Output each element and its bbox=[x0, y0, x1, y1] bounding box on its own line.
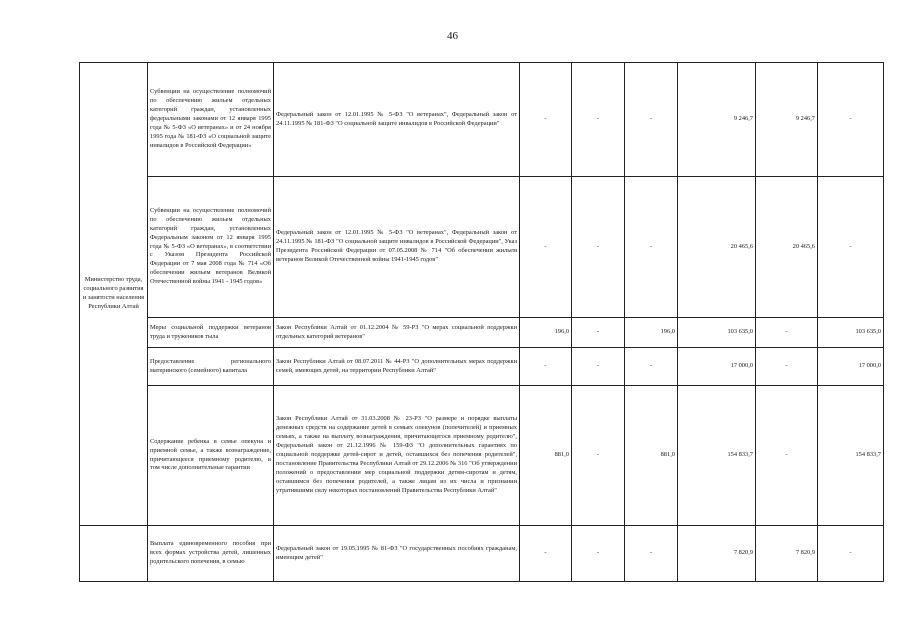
value-cell: - bbox=[520, 348, 572, 386]
value-cell: 7 820,9 bbox=[756, 526, 818, 582]
budget-table bbox=[79, 62, 884, 582]
value-cell: - bbox=[572, 318, 625, 348]
value-cell: - bbox=[520, 526, 572, 582]
law-cell: Закон Республики Алтай от 31.03.2008 № 23-РЗ "О размере и порядке выплаты денежных средств на содержание детей в семьях опекунов (попечителей) и приемных семьях, а также на выплату вознаграждения, причитающегося приемному родителю", Федеральный закон от 21.12.1996 № 159-ФЗ "О дополнительных гарантиях по социальной поддержке детей-сирот и детей, оставшихся без попечения родителей", постановление Правительства Республики Алтай от 29.12.2006 № 316 "Об утверждении положений о предоставлении мер социальной поддержки детям-сиротам и детям, оставшимся без попечения родителей, а также лицам из их числа и признании утратившими силу некоторых постановлений Правительства Республики Алтай" bbox=[274, 386, 520, 526]
ministry-cell: Министерство труда, социального развития и занятости населения Республики Алтай bbox=[80, 63, 148, 526]
page-number: 46 bbox=[447, 30, 458, 42]
value-cell: - bbox=[572, 177, 625, 318]
value-cell: - bbox=[625, 63, 678, 177]
measure-cell: Меры социальной поддержки ветеранов труда и тружеников тыла bbox=[148, 318, 274, 348]
value-cell: 103 635,0 bbox=[678, 318, 756, 348]
table-row bbox=[80, 318, 884, 348]
table-row bbox=[80, 177, 884, 318]
measure-cell: Содержание ребенка в семье опекуна и приемной семье, а также вознаграждение, причитающееся приемному родителю, в том числе дополнительные гарантии bbox=[148, 386, 274, 526]
measure-cell: Субвенции на осуществление полномочий по обеспечению жильем отдельных категорий граждан, установленных Федеральным законом от 12 января 1995 года № 5-ФЗ «О ветеранах», в соответствии с Указом Президента Российской Федерации от 7 мая 2008 года № 714 «Об обеспечении жильем ветеранов Великой Отечественной войны 1941 - 1945 годов» bbox=[148, 177, 274, 318]
law-cell: Федеральный закон от 12.01.1995 № 5-ФЗ "О ветеранах", Федеральный закон от 24.11.1995 № 181-ФЗ "О социальной защите инвалидов в Российской Федерации", Указ Президента Российской Федерации от 07.05.2008 № 714 "Об обеспечении жильем ветеранов Великой Отечественной войны 1941-1945 годов" bbox=[274, 177, 520, 318]
value-cell: 20 465,6 bbox=[756, 177, 818, 318]
value-cell: 881,0 bbox=[520, 386, 572, 526]
value-cell: - bbox=[818, 526, 884, 582]
value-cell: 881,0 bbox=[625, 386, 678, 526]
value-cell: 103 635,0 bbox=[818, 318, 884, 348]
value-cell: - bbox=[572, 386, 625, 526]
value-cell: 154 833,7 bbox=[678, 386, 756, 526]
ministry-cell-continued bbox=[80, 526, 148, 582]
value-cell: - bbox=[756, 348, 818, 386]
value-cell: 7 820,9 bbox=[678, 526, 756, 582]
value-cell: - bbox=[625, 348, 678, 386]
measure-cell: Предоставление регионального материнского (семейного) капитала bbox=[148, 348, 274, 386]
value-cell: 17 000,0 bbox=[818, 348, 884, 386]
value-cell: - bbox=[520, 177, 572, 318]
value-cell: 196,0 bbox=[520, 318, 572, 348]
measure-cell: Субвенции на осуществление полномочий по обеспечению жильем отдельных категорий граждан, установленных федеральными законами от 12 января 1995 года № 5-ФЗ «О ветеранах» и от 24 ноября 1995 года № 181-ФЗ «О социальной защите инвалидов в Российской Федерации» bbox=[148, 63, 274, 177]
law-cell: Федеральный закон от 12.01.1995 № 5-ФЗ "О ветеранах", Федеральный закон от 24.11.1995 № 181-ФЗ "О социальной защите инвалидов в Российской Федерации" bbox=[274, 63, 520, 177]
table-row bbox=[80, 63, 884, 177]
value-cell: - bbox=[625, 177, 678, 318]
value-cell: - bbox=[756, 318, 818, 348]
table-row bbox=[80, 386, 884, 526]
value-cell: 196,0 bbox=[625, 318, 678, 348]
value-cell: - bbox=[572, 63, 625, 177]
value-cell: 9 246,7 bbox=[756, 63, 818, 177]
value-cell: - bbox=[572, 348, 625, 386]
value-cell: 154 833,7 bbox=[818, 386, 884, 526]
value-cell: 20 465,6 bbox=[678, 177, 756, 318]
measure-cell: Выплата единовременного пособия при всех формах устройства детей, лишенных родительского попечения, в семью bbox=[148, 526, 274, 582]
value-cell: - bbox=[818, 177, 884, 318]
value-cell: - bbox=[625, 526, 678, 582]
law-cell: Закон Республики Алтай от 01.12.2004 № 59-РЗ "О мерах социальной поддержки отдельных категорий ветеранов" bbox=[274, 318, 520, 348]
value-cell: 9 246,7 bbox=[678, 63, 756, 177]
value-cell: - bbox=[572, 526, 625, 582]
value-cell: - bbox=[520, 63, 572, 177]
table-row bbox=[80, 348, 884, 386]
law-cell: Закон Республики Алтай от 08.07.2011 № 44-РЗ "О дополнительных мерах поддержки семей, имеющих детей, на территории Республики Алтай" bbox=[274, 348, 520, 386]
value-cell: - bbox=[756, 386, 818, 526]
table-row bbox=[80, 526, 884, 582]
value-cell: - bbox=[818, 63, 884, 177]
law-cell: Федеральный закон от 19.05.1995 № 81-ФЗ "О государственных пособиях гражданам, имеющим детей" bbox=[274, 526, 520, 582]
value-cell: 17 000,0 bbox=[678, 348, 756, 386]
